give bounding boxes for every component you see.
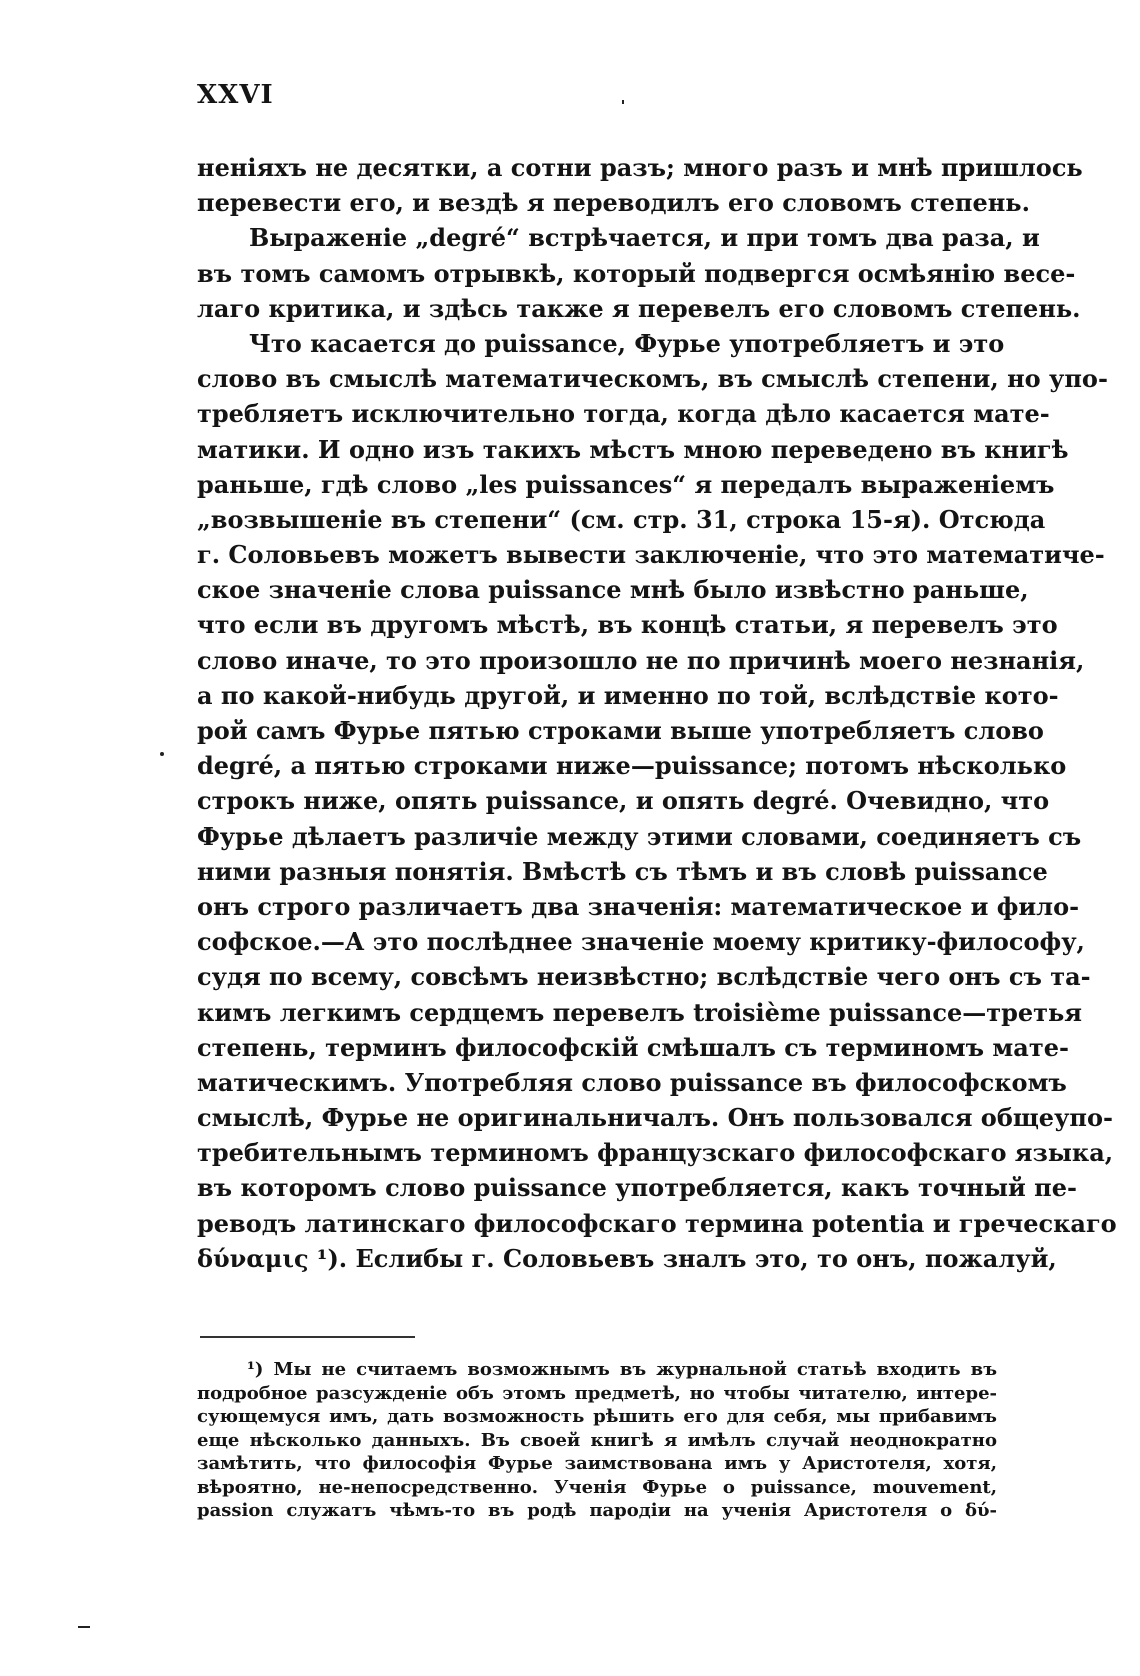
text-line: ними разныя понятія. Вмѣстѣ съ тѣмъ и въ словѣ puissance [197, 856, 1048, 886]
text-line: неніяхъ не десятки, а сотни разъ; много разъ и мнѣ пришлось [197, 153, 1083, 182]
text-line: Что касается до puissance, Фурье употребляетъ и это [249, 328, 1005, 358]
footnote-line: замѣтить, что философія Фурье заимствована имъ у Аристотеля, хотя, [197, 1453, 997, 1474]
text-line: въ томъ самомъ отрывкѣ, который подвергся осмѣянію весе- [197, 258, 1076, 288]
footnote-divider [200, 1336, 415, 1338]
text-line: требительнымъ терминомъ французскаго философскаго языка, [197, 1138, 1114, 1168]
footnote-line: вѣроятно, не-непосредственно. Ученія Фурье о puissance, mouvement, [197, 1476, 997, 1498]
scan-speck [78, 1626, 90, 1628]
text-line: матики. И одно изъ такихъ мѣстъ мною переведено въ книгѣ [197, 434, 1069, 464]
text-line: софское.—А это послѣднее значеніе моему критику-философу, [197, 927, 1085, 957]
scan-speck [160, 752, 164, 756]
text-line: δύναμις ¹). Еслибы г. Соловьевъ зналъ это, то онъ, пожалуй, [197, 1243, 1057, 1273]
text-line: перевести его, и вездѣ я переводилъ его словомъ степень. [197, 188, 1030, 218]
text-line: слово иначе, то это произошло не по причинѣ моего незнанія, [197, 645, 1085, 675]
text-line: раньше, гдѣ слово „les puissances“ я передалъ выраженіемъ [197, 469, 1055, 499]
text-line: г. Соловьевъ можетъ вывести заключеніе, что это математиче- [197, 540, 1105, 570]
text-line: кимъ легкимъ сердцемъ перевелъ troisième puissance—третья [197, 997, 1083, 1027]
footnote-line: ¹) Мы не считаемъ возможнымъ въ журнальной статьѣ входить въ [247, 1359, 997, 1380]
text-line: ское значеніе слова puissance мнѣ было извѣстно раньше, [197, 575, 1029, 605]
text-line: матическимъ. Употребляя слово puissance въ философскомъ [197, 1067, 1067, 1097]
text-line: degré, а пятью строками ниже—puissance; потомъ нѣсколько [197, 751, 1067, 781]
text-line: рой самъ Фурье пятью строками выше употребляетъ слово [197, 716, 1044, 745]
text-line: слово въ смыслѣ математическомъ, въ смыслѣ степени, но упо- [197, 364, 1108, 394]
text-line: лаго критика, и здѣсь также я перевелъ его словомъ степень. [197, 293, 1081, 323]
text-line: „возвышеніе въ степени“ (см. стр. 31, строка 15-я). Отсюда [197, 504, 1046, 534]
footnote-line: сующемуся имъ, дать возможность рѣшить его для себя, мы прибавимъ [197, 1406, 997, 1427]
text-line: въ которомъ слово puissance употребляется, какъ точный пе- [197, 1173, 1077, 1203]
text-line: реводъ латинскаго философскаго термина potentia и греческаго [197, 1208, 1117, 1238]
text-line: степень, терминъ философскій смѣшалъ съ терминомъ мате- [197, 1032, 1069, 1062]
text-line: требляетъ исключительно тогда, когда дѣло касается мате- [197, 399, 1050, 429]
text-line: Выраженіе „degré“ встрѣчается, и при томъ два раза, и [249, 223, 1040, 253]
text-line: что если въ другомъ мѣстѣ, въ концѣ статьи, я перевелъ это [197, 610, 1058, 640]
text-line: строкъ ниже, опять puissance, и опять degré. Очевидно, что [197, 786, 1050, 816]
footnote-line: подробное разсужденіе объ этомъ предметѣ, но чтобы читателю, интере- [197, 1382, 997, 1404]
text-line: Фурье дѣлаетъ различіе между этими словами, соединяетъ съ [197, 821, 1082, 851]
text-line: онъ строго различаетъ два значенія: математическое и фило- [197, 891, 1080, 921]
text-line: судя по всему, совсѣмъ неизвѣстно; вслѣдствіе чего онъ съ та- [197, 962, 1091, 992]
main-text [197, 150, 1117, 1276]
text-line: а по какой-нибудь другой, и именно по той, вслѣдствіе кото- [197, 680, 1059, 710]
footnote-line: еще нѣсколько данныхъ. Въ своей книгѣ я имѣлъ случай неоднократно [197, 1429, 997, 1451]
footnote [197, 1358, 997, 1523]
scan-speck [622, 100, 624, 104]
page-number: XXVI [197, 80, 274, 110]
footnote-line: passion служатъ чѣмъ-то въ родѣ пародіи на ученія Аристотеля о δύ- [197, 1500, 997, 1521]
text-line: смыслѣ, Фурье не оригинальничалъ. Онъ пользовался общеупо- [197, 1103, 1113, 1133]
